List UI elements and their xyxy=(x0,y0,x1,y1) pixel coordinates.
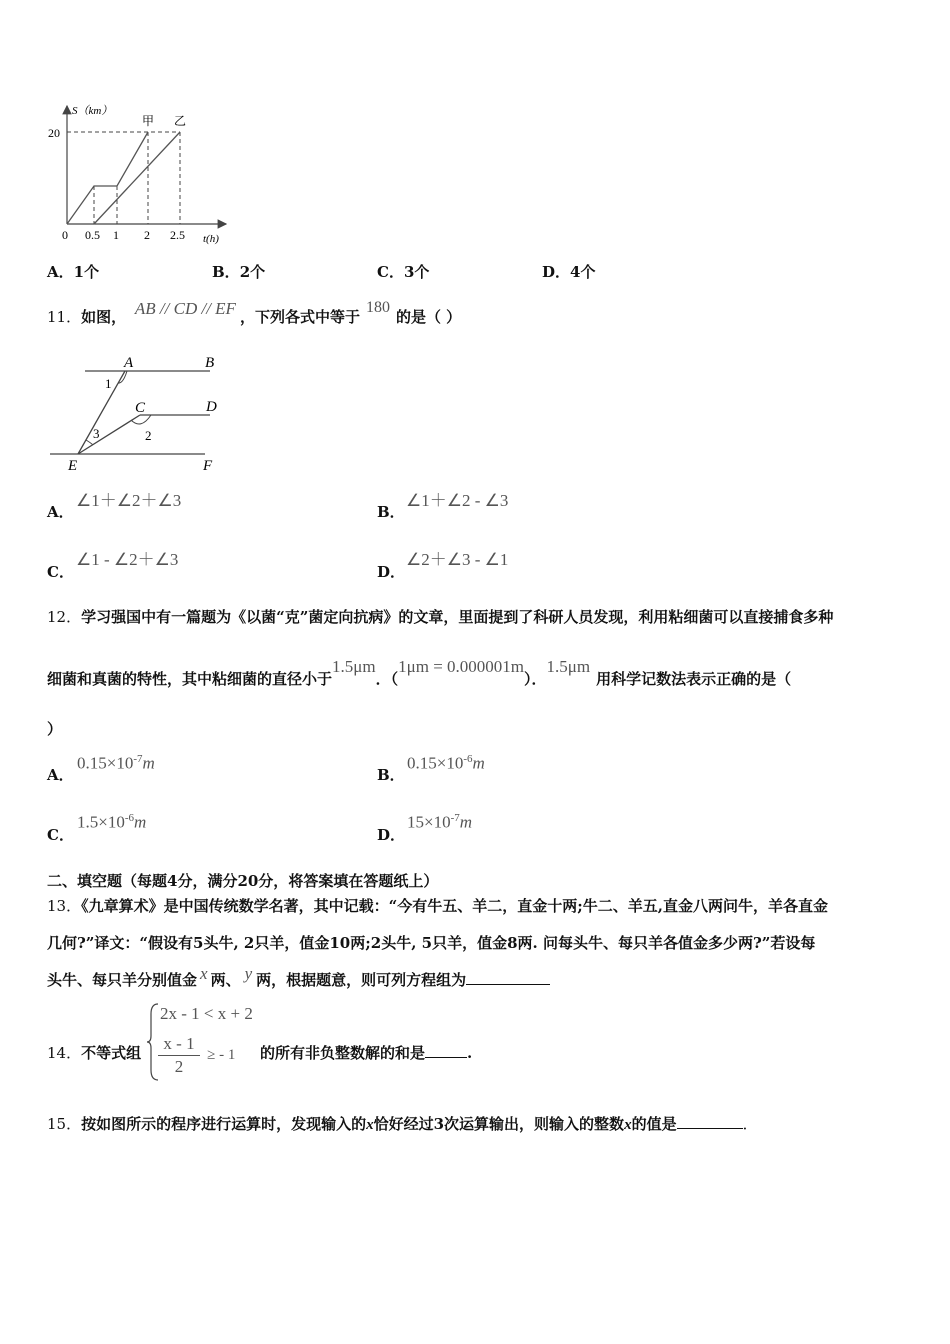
q15-text-b: 恰好经过3次运算输出，则输入的整数 xyxy=(373,1115,625,1133)
exponent: -7 xyxy=(450,812,460,824)
q15-text-c: 的值是 xyxy=(631,1115,677,1133)
q14-prefix xyxy=(47,1042,141,1063)
q12-option-c-expr xyxy=(77,812,146,833)
label-jia: 甲 xyxy=(142,114,155,128)
x-tick-1: 1 xyxy=(113,228,119,242)
q12-math-2: 1μm = 0.000001m xyxy=(398,657,525,676)
q15-var-x: x xyxy=(366,1117,374,1133)
q12-text-2b: ．（ xyxy=(375,670,399,688)
exponent: -6 xyxy=(124,812,135,824)
q12-option-b-expr xyxy=(407,753,485,774)
q12-option-a-expr xyxy=(77,753,155,774)
exponent: -6 xyxy=(463,753,473,765)
option-label: C． xyxy=(377,263,404,281)
q12-line1 xyxy=(47,606,833,627)
q13-text-3a: 头牛、每只羊分别值金 xyxy=(47,971,198,989)
point-f: F xyxy=(203,458,213,474)
y-tick-20: 20 xyxy=(48,126,60,140)
arc-angle-3 xyxy=(86,440,93,445)
q12-text-1: 学习强国中有一篇题为《以菌“克”菌定向抗病》的文章，里面提到了科研人员发现，利用粘细菌可以直接捕食多种 xyxy=(81,608,834,626)
distance-time-graph xyxy=(40,98,240,248)
segment-ec xyxy=(78,415,140,454)
var-y: y xyxy=(244,964,253,983)
q11-option-b-label[interactable]: B． xyxy=(377,503,405,521)
q14-inequality-2 xyxy=(158,1034,235,1077)
q11-option-d-label[interactable]: D． xyxy=(377,563,406,581)
option-label: D． xyxy=(542,263,571,281)
q11-middle: ，下列各式中等于 xyxy=(239,308,360,326)
question-number: 14． xyxy=(47,1044,82,1062)
label-yi: 乙 xyxy=(174,114,187,128)
q13-text-3b: 两、 xyxy=(210,971,241,989)
option-label: B． xyxy=(212,263,240,281)
q10-option-b[interactable] xyxy=(212,261,265,282)
mantissa: 0.15×10 xyxy=(77,753,134,773)
q13-text-3c: 两，根据题意，则可列方程组为 xyxy=(256,971,467,989)
option-text: 1个 xyxy=(73,263,100,281)
q11-option-a-label[interactable]: A． xyxy=(47,503,74,521)
angle-label-3: 3 xyxy=(93,426,100,441)
option-text: 3个 xyxy=(403,263,430,281)
mantissa: 1.5×10 xyxy=(77,812,125,832)
var-x: x xyxy=(200,964,208,983)
q11-option-c-label[interactable]: C． xyxy=(47,563,74,581)
q15-text-a: 按如图所示的程序进行运算时，发现输入的 xyxy=(81,1115,367,1133)
q13-answer-blank[interactable] xyxy=(466,970,550,985)
q14-suffix xyxy=(260,1042,472,1063)
x-axis-label: t(h) xyxy=(203,233,219,245)
q14-answer-blank[interactable] xyxy=(425,1043,467,1058)
q11-stem xyxy=(47,299,462,327)
point-a: A xyxy=(124,355,134,371)
x-tick-05: 0.5 xyxy=(85,228,100,242)
q14-suffix-text: 的所有非负整数解的和是 xyxy=(260,1044,426,1062)
section-2-heading: 二、填空题（每题4分，满分20分，将答案填在答题纸上） xyxy=(47,872,439,890)
q11-option-c-expr: ∠1 - ∠2＋∠3 xyxy=(76,550,179,569)
exponent: -7 xyxy=(133,753,143,765)
q10-option-d[interactable] xyxy=(542,261,595,282)
question-number: 15． xyxy=(47,1115,82,1133)
q15-stem xyxy=(47,1113,758,1134)
q15-answer-blank[interactable] xyxy=(677,1114,743,1129)
q12-line2 xyxy=(47,657,792,689)
q11-prefix: 如图， xyxy=(81,308,127,326)
unit: m xyxy=(472,753,485,773)
q13-line1 xyxy=(47,895,828,916)
q11-suffix: 的是（ ） xyxy=(395,308,462,326)
q12-option-a-label[interactable]: A． xyxy=(47,766,74,784)
q14-inequality-1: 2x - 1 < x + 2 xyxy=(160,1004,253,1023)
x-tick-0: 0 xyxy=(62,228,68,242)
unit: m xyxy=(459,812,473,832)
q11-parallel-expr: AB // CD // EF xyxy=(134,299,236,318)
q12-text-2c: ）． xyxy=(524,670,547,688)
y-axis-label: S（km） xyxy=(72,105,113,117)
angle-label-2: 2 xyxy=(145,428,152,443)
q11-option-b-expr: ∠1＋∠2 - ∠3 xyxy=(406,491,509,510)
option-text: 4个 xyxy=(570,263,596,281)
mantissa: 15×10 xyxy=(407,812,451,832)
q12-math-1: 1.5μm xyxy=(332,657,376,676)
q12-option-b-label[interactable]: B． xyxy=(377,766,405,784)
q12-line3: ） xyxy=(47,720,63,738)
mantissa: 0.15×10 xyxy=(407,753,464,773)
point-e: E xyxy=(68,458,78,474)
question-number: 13． xyxy=(47,897,82,915)
q13-line3 xyxy=(47,964,550,990)
q14-ineq2-rest: ≥ - 1 xyxy=(207,1047,236,1063)
point-b: B xyxy=(205,355,215,371)
fraction-denominator: 2 xyxy=(174,1057,184,1076)
q10-option-c[interactable] xyxy=(377,261,429,282)
q14-end: . xyxy=(467,1044,473,1062)
point-d: D xyxy=(206,399,217,415)
angle-label-1: 1 xyxy=(105,376,112,391)
line-yi xyxy=(94,132,180,224)
q11-value: 180 xyxy=(365,299,390,316)
parallel-lines-figure xyxy=(45,350,235,475)
unit: m xyxy=(134,812,147,832)
q12-math-3: 1.5μm xyxy=(546,657,591,676)
q13-line2: 几何?”译文：“假设有5头牛, 2只羊，值金10两;2头牛, 5只羊，值金8两. 问每头牛、每只羊各值金多少两?”若设每 xyxy=(47,934,816,952)
question-number: 11． xyxy=(47,308,82,326)
q12-text-2a: 细菌和真菌的特性，其中粘细菌的直径小于 xyxy=(47,670,333,688)
q12-option-d-expr xyxy=(407,812,472,833)
x-tick-2: 2 xyxy=(144,228,150,242)
question-number: 12． xyxy=(47,608,82,626)
unit: m xyxy=(142,753,155,773)
q12-option-d-label[interactable]: D． xyxy=(377,826,406,844)
q10-option-a[interactable] xyxy=(47,261,99,282)
q11-option-d-expr: ∠2＋∠3 - ∠1 xyxy=(406,550,509,569)
q12-option-c-label[interactable]: C． xyxy=(47,826,74,844)
q11-option-a-expr: ∠1＋∠2＋∠3 xyxy=(76,491,182,510)
q15-var-x-2: x xyxy=(624,1117,632,1133)
q12-text-2d: 用科学记数法表示正确的是（ xyxy=(596,670,792,688)
point-c: C xyxy=(135,400,146,416)
fraction-numerator: x - 1 xyxy=(163,1034,195,1053)
option-text: 2个 xyxy=(239,263,266,281)
q15-end: ． xyxy=(742,1115,758,1133)
x-tick-25: 2.5 xyxy=(170,228,185,242)
q13-text-1: 《九章算术》是中国传统数学名著，其中记载：“今有牛五、羊二，直金十两;牛二、羊五,直金八两问牛，羊各直金 xyxy=(81,897,828,915)
q14-prefix-text: 不等式组 xyxy=(81,1044,142,1062)
option-label: A． xyxy=(47,263,74,281)
